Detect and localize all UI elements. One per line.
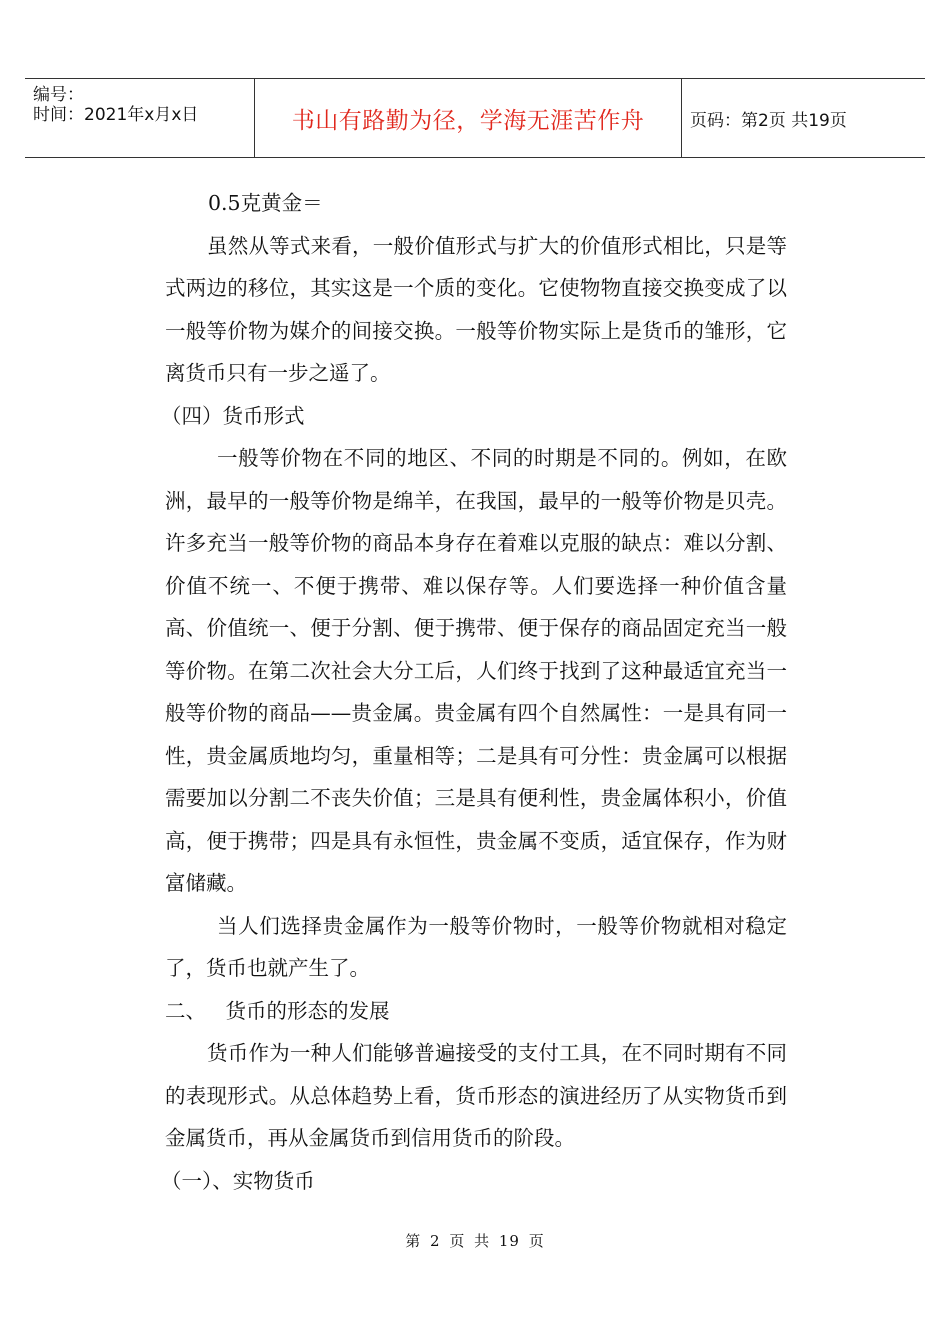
- section-heading: （一）、实物货币: [161, 1168, 315, 1193]
- header-page-info: 页码：第2页 共19页: [690, 110, 847, 131]
- paragraph: 货币作为一种人们能够普遍接受的支付工具，在不同时期有不同的表现形式。从总体趋势上看，货币形态的演进经历了从实物货币到金属货币，再从金属货币到信用货币的阶段。: [165, 1041, 787, 1150]
- section-heading: 二、 货币的形态的发展: [165, 998, 390, 1023]
- header-motto: 书山有路勤为径，学海无涯苦作舟: [254, 79, 682, 157]
- section-heading: （四）货币形式: [161, 403, 305, 428]
- paragraph: 一般等价物在不同的地区、不同的时期是不同的。例如，在欧洲，最早的一般等价物是绵羊，在我国，最早的一般等价物是贝壳。许多充当一般等价物的商品本身存在着难以克服的缺点：难以分割、价值不统一、不便于携带、难以保存等。人们要选择一种价值含量高、价值统一、便于分割、便于携带、便于保存的商品固定充当一般等价物。在第二次社会大分工后，人们终于找到了这种最适宜充当一般等价物的商品——贵金属。贵金属有四个自然属性：一是具有同一性，贵金属质地均匀，重量相等；二是具有可分性：贵金属可以根据需要加以分割二不丧失价值；三是具有便利性，贵金属体积小，价值高，便于携带；四是具有永恒性，贵金属不变质，适宜保存，作为财富储藏。: [165, 446, 787, 895]
- document-body: [161, 182, 787, 1202]
- time-label: 时间：2021年x月x日: [33, 105, 199, 125]
- page-header: [25, 78, 925, 158]
- equation-line: 0.5克黄金＝: [208, 191, 323, 215]
- paragraph: 当人们选择贵金属作为一般等价物时，一般等价物就相对稳定了，货币也就产生了。: [165, 913, 787, 980]
- page-footer: 第 2 页 共 19 页: [405, 1232, 545, 1250]
- serial-label: 编号：: [33, 85, 84, 105]
- paragraph: 虽然从等式来看，一般价值形式与扩大的价值形式相比，只是等式两边的移位，其实这是一个质的变化。它使物物直接交换变成了以一般等价物为媒介的间接交换。一般等价物实际上是货币的雏形，它离货币只有一步之遥了。: [165, 233, 787, 385]
- header-meta: [25, 79, 254, 157]
